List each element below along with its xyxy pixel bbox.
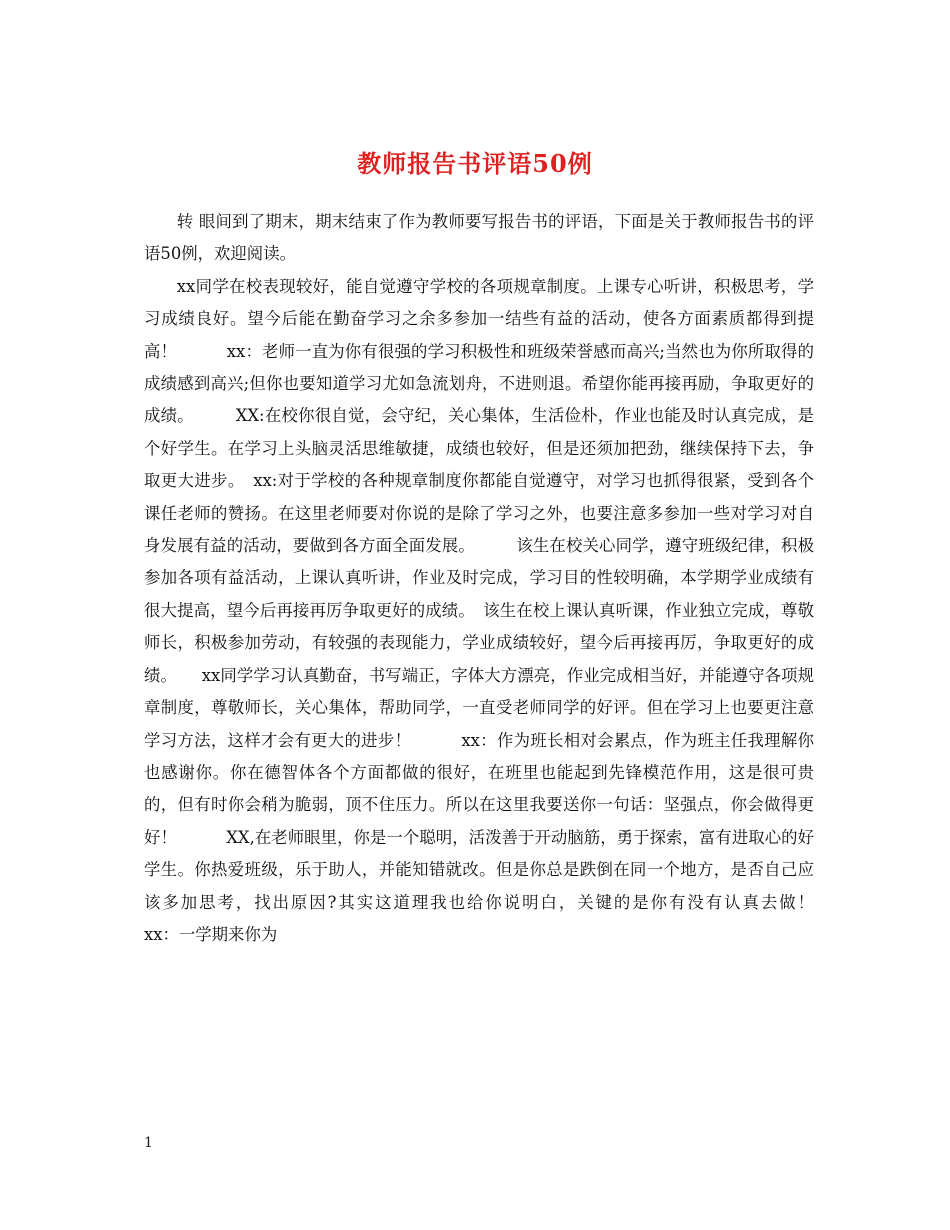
- comments-paragraph: xx同学在校表现较好，能自觉遵守学校的各项规章制度。上课专心听讲，积极思考，学习成绩良好。望今后能在勤奋学习之余多参加一结些有益的活动，使各方面素质都得到提高！ xx：老师一直为你有很强的学习积极性和班级荣誉感而高兴;当然也为你所取得的成绩感到高兴;但你也要知道学习尤如急流划舟，不进则退。希望你能再接再励，争取更好的成绩。 XX:在校你很自觉，会守纪，关心集体，生活俭朴，作业也能及时认真完成，是个好学生。在学习上头脑灵活思维敏捷，成绩也较好，但是还须加把劲，继续保持下去，争取更大进步。 xx:对于学校的各种规章制度你都能自觉遵守，对学习也抓得很紧，受到各个课任老师的赞扬。在这里老师要对你说的是除了学习之外，也要注意多参加一些对学习对自身发展有益的活动，要做到各方面全面发展。 该生在校关心同学，遵守班级纪律，积极参加各项有益活动，上课认真听讲，作业及时完成，学习目的性较明确，本学期学业成绩有很大提高，望今后再接再厉争取更好的成绩。 该生在校上课认真听课，作业独立完成，尊敬师长，积极参加劳动，有较强的表现能力，学业成绩较好，望今后再接再厉，争取更好的成绩。 xx同学学习认真勤奋，书写端正，字体大方漂亮，作业完成相当好，并能遵守各项规章制度，尊敬师长，关心集体，帮助同学，一直受老师同学的好评。但在学习上也要更注意学习方法，这样才会有更大的进步！ xx：作为班长相对会累点，作为班主任我理解你也感谢你。你在德智体各个方面都做的很好，在班里也能起到先锋模范作用，这是很可贵的，但有时你会稍为脆弱，顶不住压力。所以在这里我要送你一句话：坚强点，你会做得更好！ XX,在老师眼里，你是一个聪明，活泼善于开动脑筋，勇于探索，富有进取心的好学生。你热爱班级，乐于助人，并能知错就改。但是你总是跌倒在同一个地方，是否自己应该多加思考，找出原因?其实这道理我也给你说明白，关键的是你有没有认真去做！ xx：一学期来你为: [144, 276, 864, 944]
- document-title: 教师报告书评语50例: [357, 149, 593, 179]
- intro-paragraph: 转 眼间到了期末，期末结束了作为教师要写报告书的评语，下面是关于教师报告书的评语50例，欢迎阅读。: [144, 212, 814, 264]
- page-number: 1: [144, 1135, 153, 1151]
- document-body: [144, 206, 864, 951]
